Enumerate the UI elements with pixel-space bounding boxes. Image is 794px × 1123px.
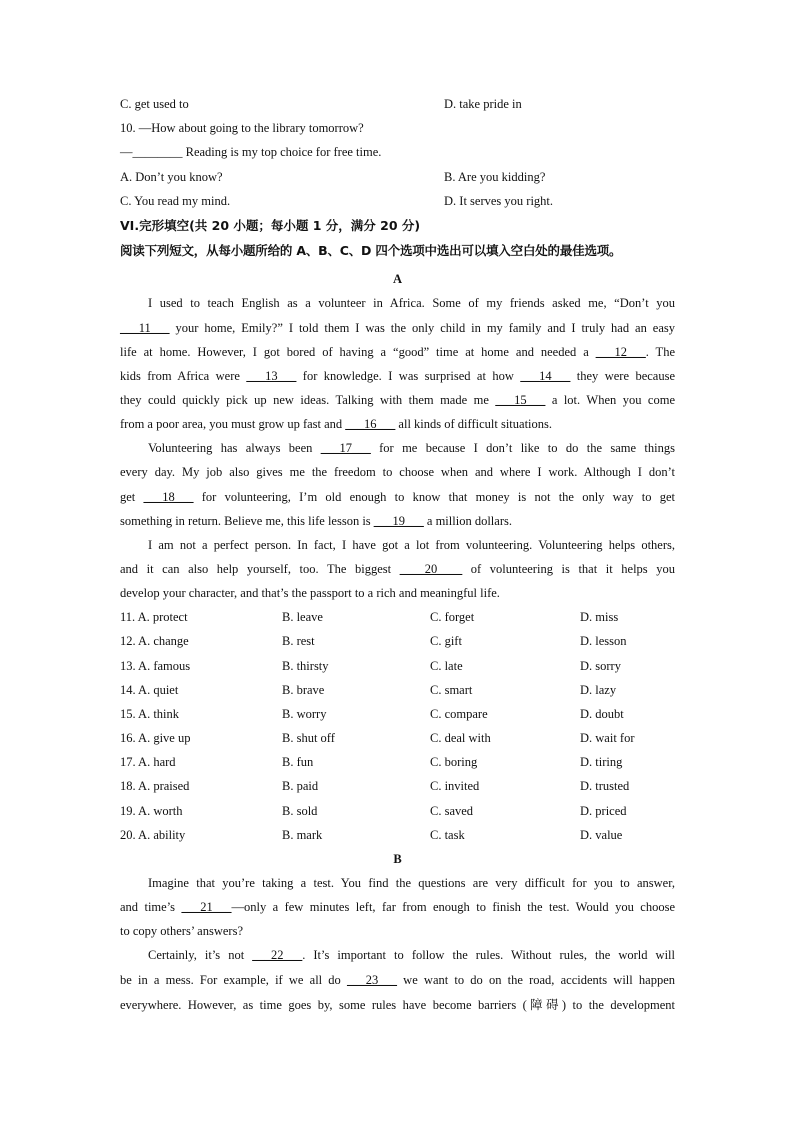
- option-c: C. gift: [430, 634, 462, 648]
- q10-question: 10. —How about going to the library tomorrow?: [120, 121, 364, 135]
- passage-text: kids from Africa were: [120, 369, 247, 383]
- option-a: 12. A. change: [120, 634, 189, 648]
- blank-number: ____20____: [399, 562, 463, 576]
- passage-text: and time’s: [120, 900, 182, 914]
- option-c: C. boring: [430, 755, 478, 769]
- option-b: B. mark: [282, 828, 323, 842]
- option-b: B. worry: [282, 707, 327, 721]
- option-c: C. invited: [430, 779, 480, 793]
- option-b: B. fun: [282, 755, 314, 769]
- option-b: B. paid: [282, 779, 319, 793]
- option-d: D. doubt: [580, 707, 624, 721]
- blank-number: ___13___: [246, 369, 297, 383]
- passage-text: every day. My job also gives me the freedom to choose when and where I work. Although I don’t: [120, 465, 675, 479]
- option-row: [120, 754, 680, 770]
- blank-number: ___23___: [347, 973, 397, 987]
- passage-text: Certainly, it’s not: [148, 948, 253, 962]
- q9-option-c: C. get used to: [120, 97, 189, 111]
- q10-answer-line: [120, 144, 675, 160]
- option-row: [120, 706, 680, 722]
- blank-number: ___22___: [252, 948, 303, 962]
- passage-text: something in return. Believe me, this life lesson is: [120, 514, 374, 528]
- passage-line: [120, 923, 675, 939]
- passage-text: . It’s important to follow the rules. Without rules, the world will: [302, 948, 675, 962]
- option-a: 11. A. protect: [120, 610, 188, 624]
- option-b: B. brave: [282, 683, 325, 697]
- option-c: C. forget: [430, 610, 475, 624]
- passage-line: [120, 344, 675, 360]
- blank-number: ___14___: [520, 369, 571, 383]
- passage-line: [120, 899, 675, 915]
- option-d: D. value: [580, 828, 623, 842]
- passage-line: [120, 464, 675, 480]
- blank-number: ___18___: [143, 490, 194, 504]
- option-b: B. sold: [282, 804, 318, 818]
- option-b: B. rest: [282, 634, 315, 648]
- option-d: D. lesson: [580, 634, 627, 648]
- option-c: C. deal with: [430, 731, 491, 745]
- passage-text: life at home. However, I got bored of having a “good” time at home and needed a: [120, 345, 596, 359]
- passage-line: [120, 561, 675, 577]
- passage-line: [120, 585, 675, 601]
- passage-text: get: [120, 490, 144, 504]
- passage-line: [120, 997, 675, 1013]
- passage-text: Imagine that you’re taking a test. You find the questions are very difficult for you to answer,: [148, 876, 675, 890]
- passage-text: and it can also help yourself, too. The biggest: [120, 562, 400, 576]
- passage-line: [148, 537, 675, 553]
- option-d: D. tiring: [580, 755, 623, 769]
- passage-text: . The: [645, 345, 675, 359]
- option-b: B. leave: [282, 610, 323, 624]
- passage-line: [148, 875, 675, 891]
- q10-answer-text: Reading is my top choice for free time.: [182, 145, 382, 159]
- option-d: D. trusted: [580, 779, 630, 793]
- q10-option-c: C. You read my mind.: [120, 194, 231, 208]
- passage-text: for me because I don’t like to do the same things: [370, 441, 675, 455]
- blank-number: ___11___: [120, 321, 170, 335]
- passage-text: for volunteering, I’m old enough to know that money is not the only way to get: [193, 490, 675, 504]
- passage-line: [120, 416, 675, 432]
- passage-text: to copy others’ answers?: [120, 924, 243, 938]
- passage-text: a million dollars.: [423, 514, 512, 528]
- passage-text: of volunteering is that it helps you: [462, 562, 675, 576]
- passage-text: Volunteering has always been: [148, 441, 321, 455]
- passage-text: I used to teach English as a volunteer in Africa. Some of my friends asked me, “Don’t you: [148, 296, 675, 310]
- passage-text: for knowledge. I was surprised at how: [296, 369, 521, 383]
- passage-text: develop your character, and that’s the passport to a rich and meaningful life.: [120, 586, 500, 600]
- q10-option-b: B. Are you kidding?: [444, 170, 546, 184]
- option-c: C. saved: [430, 804, 474, 818]
- option-a: 13. A. famous: [120, 659, 191, 673]
- blank-number: ___19___: [373, 514, 424, 528]
- passage-line: [120, 972, 675, 988]
- option-row: [120, 730, 680, 746]
- blank-number: ___15___: [495, 393, 546, 407]
- q9-option-d: D. take pride in: [444, 97, 522, 111]
- passage-line: [148, 947, 675, 963]
- option-c: C. late: [430, 659, 463, 673]
- option-row: [120, 682, 680, 698]
- option-d: D. lazy: [580, 683, 617, 697]
- option-d: D. sorry: [580, 659, 621, 673]
- section-instruction: 阅读下列短文，从每小题所给的 A、B、C、D 四个选项中选出可以填入空白处的最佳选项。: [120, 243, 622, 258]
- passage-line: [120, 392, 675, 408]
- option-row: [120, 609, 680, 625]
- option-row: [120, 778, 680, 794]
- passage-text: all kinds of difficult situations.: [395, 417, 552, 431]
- option-a: 14. A. quiet: [120, 683, 179, 697]
- option-a: 15. A. think: [120, 707, 180, 721]
- passage-line: [120, 320, 675, 336]
- option-d: D. wait for: [580, 731, 635, 745]
- blank-number: ___17___: [320, 441, 371, 455]
- passage-text: we want to do on the road, accidents will happen: [397, 973, 676, 987]
- passage-text: —only a few minutes left, far from enough to finish the test. Would you choose: [231, 900, 676, 914]
- option-b: B. shut off: [282, 731, 335, 745]
- option-d: D. priced: [580, 804, 627, 818]
- option-c: C. task: [430, 828, 465, 842]
- passage-line: [148, 295, 675, 311]
- option-row: [120, 658, 680, 674]
- q10-dash: —: [120, 145, 133, 159]
- option-c: C. compare: [430, 707, 488, 721]
- passage-b-label: B: [393, 852, 402, 866]
- q10-blank: ________: [132, 145, 183, 159]
- blank-number: ___16___: [345, 417, 396, 431]
- passage-a-label: A: [392, 272, 403, 286]
- passage-line: [120, 513, 675, 529]
- passage-line: [120, 368, 675, 384]
- blank-number: ___12___: [595, 345, 646, 359]
- passage-text: a lot. When you come: [545, 393, 675, 407]
- option-a: 16. A. give up: [120, 731, 191, 745]
- option-row: [120, 803, 680, 819]
- q10-option-d: D. It serves you right.: [444, 194, 554, 208]
- option-c: C. smart: [430, 683, 473, 697]
- option-a: 20. A. ability: [120, 828, 186, 842]
- section-heading: VI.完形填空(共 20 小题；每小题 1 分，满分 20 分): [120, 218, 421, 233]
- q10-option-a: A. Don’t you know?: [120, 170, 223, 184]
- passage-text: everywhere. However, as time goes by, some rules have become barriers (障碍) to the development: [120, 998, 675, 1012]
- passage-line: [120, 489, 675, 505]
- option-row: [120, 827, 680, 843]
- option-a: 18. A. praised: [120, 779, 190, 793]
- passage-text: they could quickly pick up new ideas. Talking with them made me: [120, 393, 496, 407]
- blank-number: ___21___: [181, 900, 232, 914]
- option-a: 19. A. worth: [120, 804, 183, 818]
- passage-text: I am not a perfect person. In fact, I have got a lot from volunteering. Volunteering helps others,: [148, 538, 675, 552]
- passage-text: your home, Emily?” I told them I was the only child in my family and I truly had an easy: [169, 321, 675, 335]
- option-a: 17. A. hard: [120, 755, 176, 769]
- passage-text: from a poor area, you must grow up fast and: [120, 417, 346, 431]
- passage-text: be in a mess. For example, if we all do: [120, 973, 347, 987]
- passage-line: [148, 440, 675, 456]
- passage-text: they were because: [570, 369, 675, 383]
- option-d: D. miss: [580, 610, 619, 624]
- option-b: B. thirsty: [282, 659, 329, 673]
- option-row: [120, 633, 680, 649]
